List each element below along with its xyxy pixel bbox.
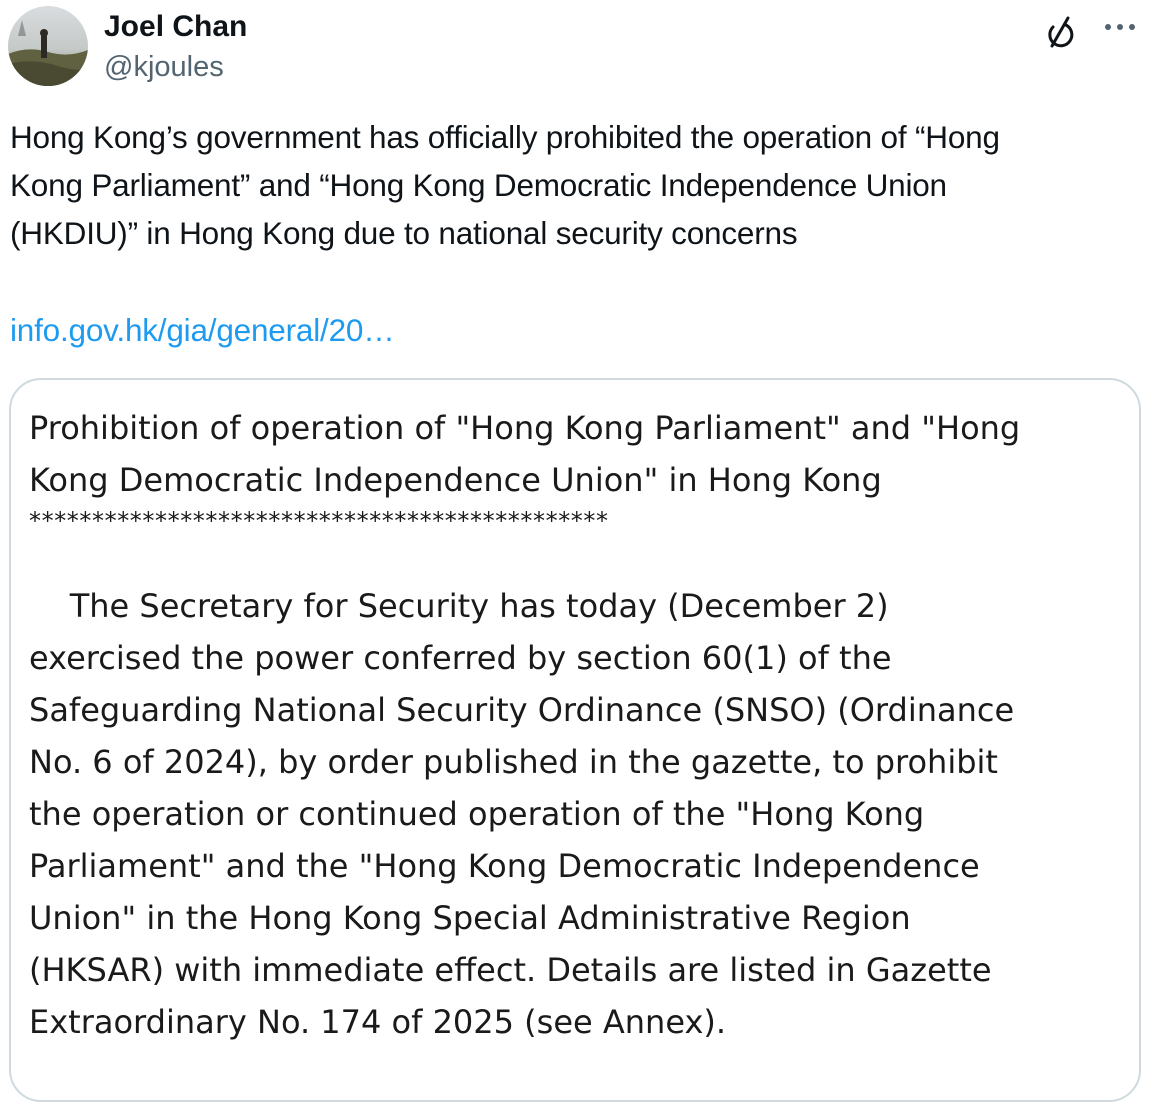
link-preview-card[interactable] — [9, 378, 1141, 1102]
grok-icon[interactable] — [1040, 12, 1080, 52]
card-divider-stars: ********************************************** — [29, 507, 609, 535]
card-title: Prohibition of operation of "Hong Kong Parliament" and "Hong Kong Democratic Independence Union" in Hong Kong — [29, 409, 1021, 499]
author-display-name[interactable]: Joel Chan — [104, 10, 248, 43]
card-document — [29, 402, 1129, 1048]
more-options-icon[interactable] — [1098, 12, 1142, 42]
author-handle[interactable]: @kjoules — [104, 51, 224, 83]
author-avatar[interactable] — [8, 6, 88, 86]
tweet-text: Hong Kong’s government has officially prohibited the operation of “Hong Kong Parliament” and “Hong Kong Democratic Independence Union (HKDIU)” in Hong Kong due to national security concerns — [10, 119, 1000, 251]
tweet-link[interactable]: info.gov.hk/gia/general/20… — [10, 312, 395, 348]
avatar-photo-icon — [8, 6, 88, 86]
card-body: The Secretary for Security has today (December 2) exercised the power conferred by section 60(1) of the Safeguarding National Security Ordinance (SNSO) (Ordinance No. 6 of 2024), by order published in the gazette, to prohibit the operation or continued operation of the "Hong Kong Parliament" and the "Hong Kong Democratic Independence Union" in the Hong Kong Special Administrative Region (HKSAR) with immediate effect. Details are listed in Gazette Extraordinary No. 174 of 2025 (see Annex). — [29, 587, 1015, 1041]
